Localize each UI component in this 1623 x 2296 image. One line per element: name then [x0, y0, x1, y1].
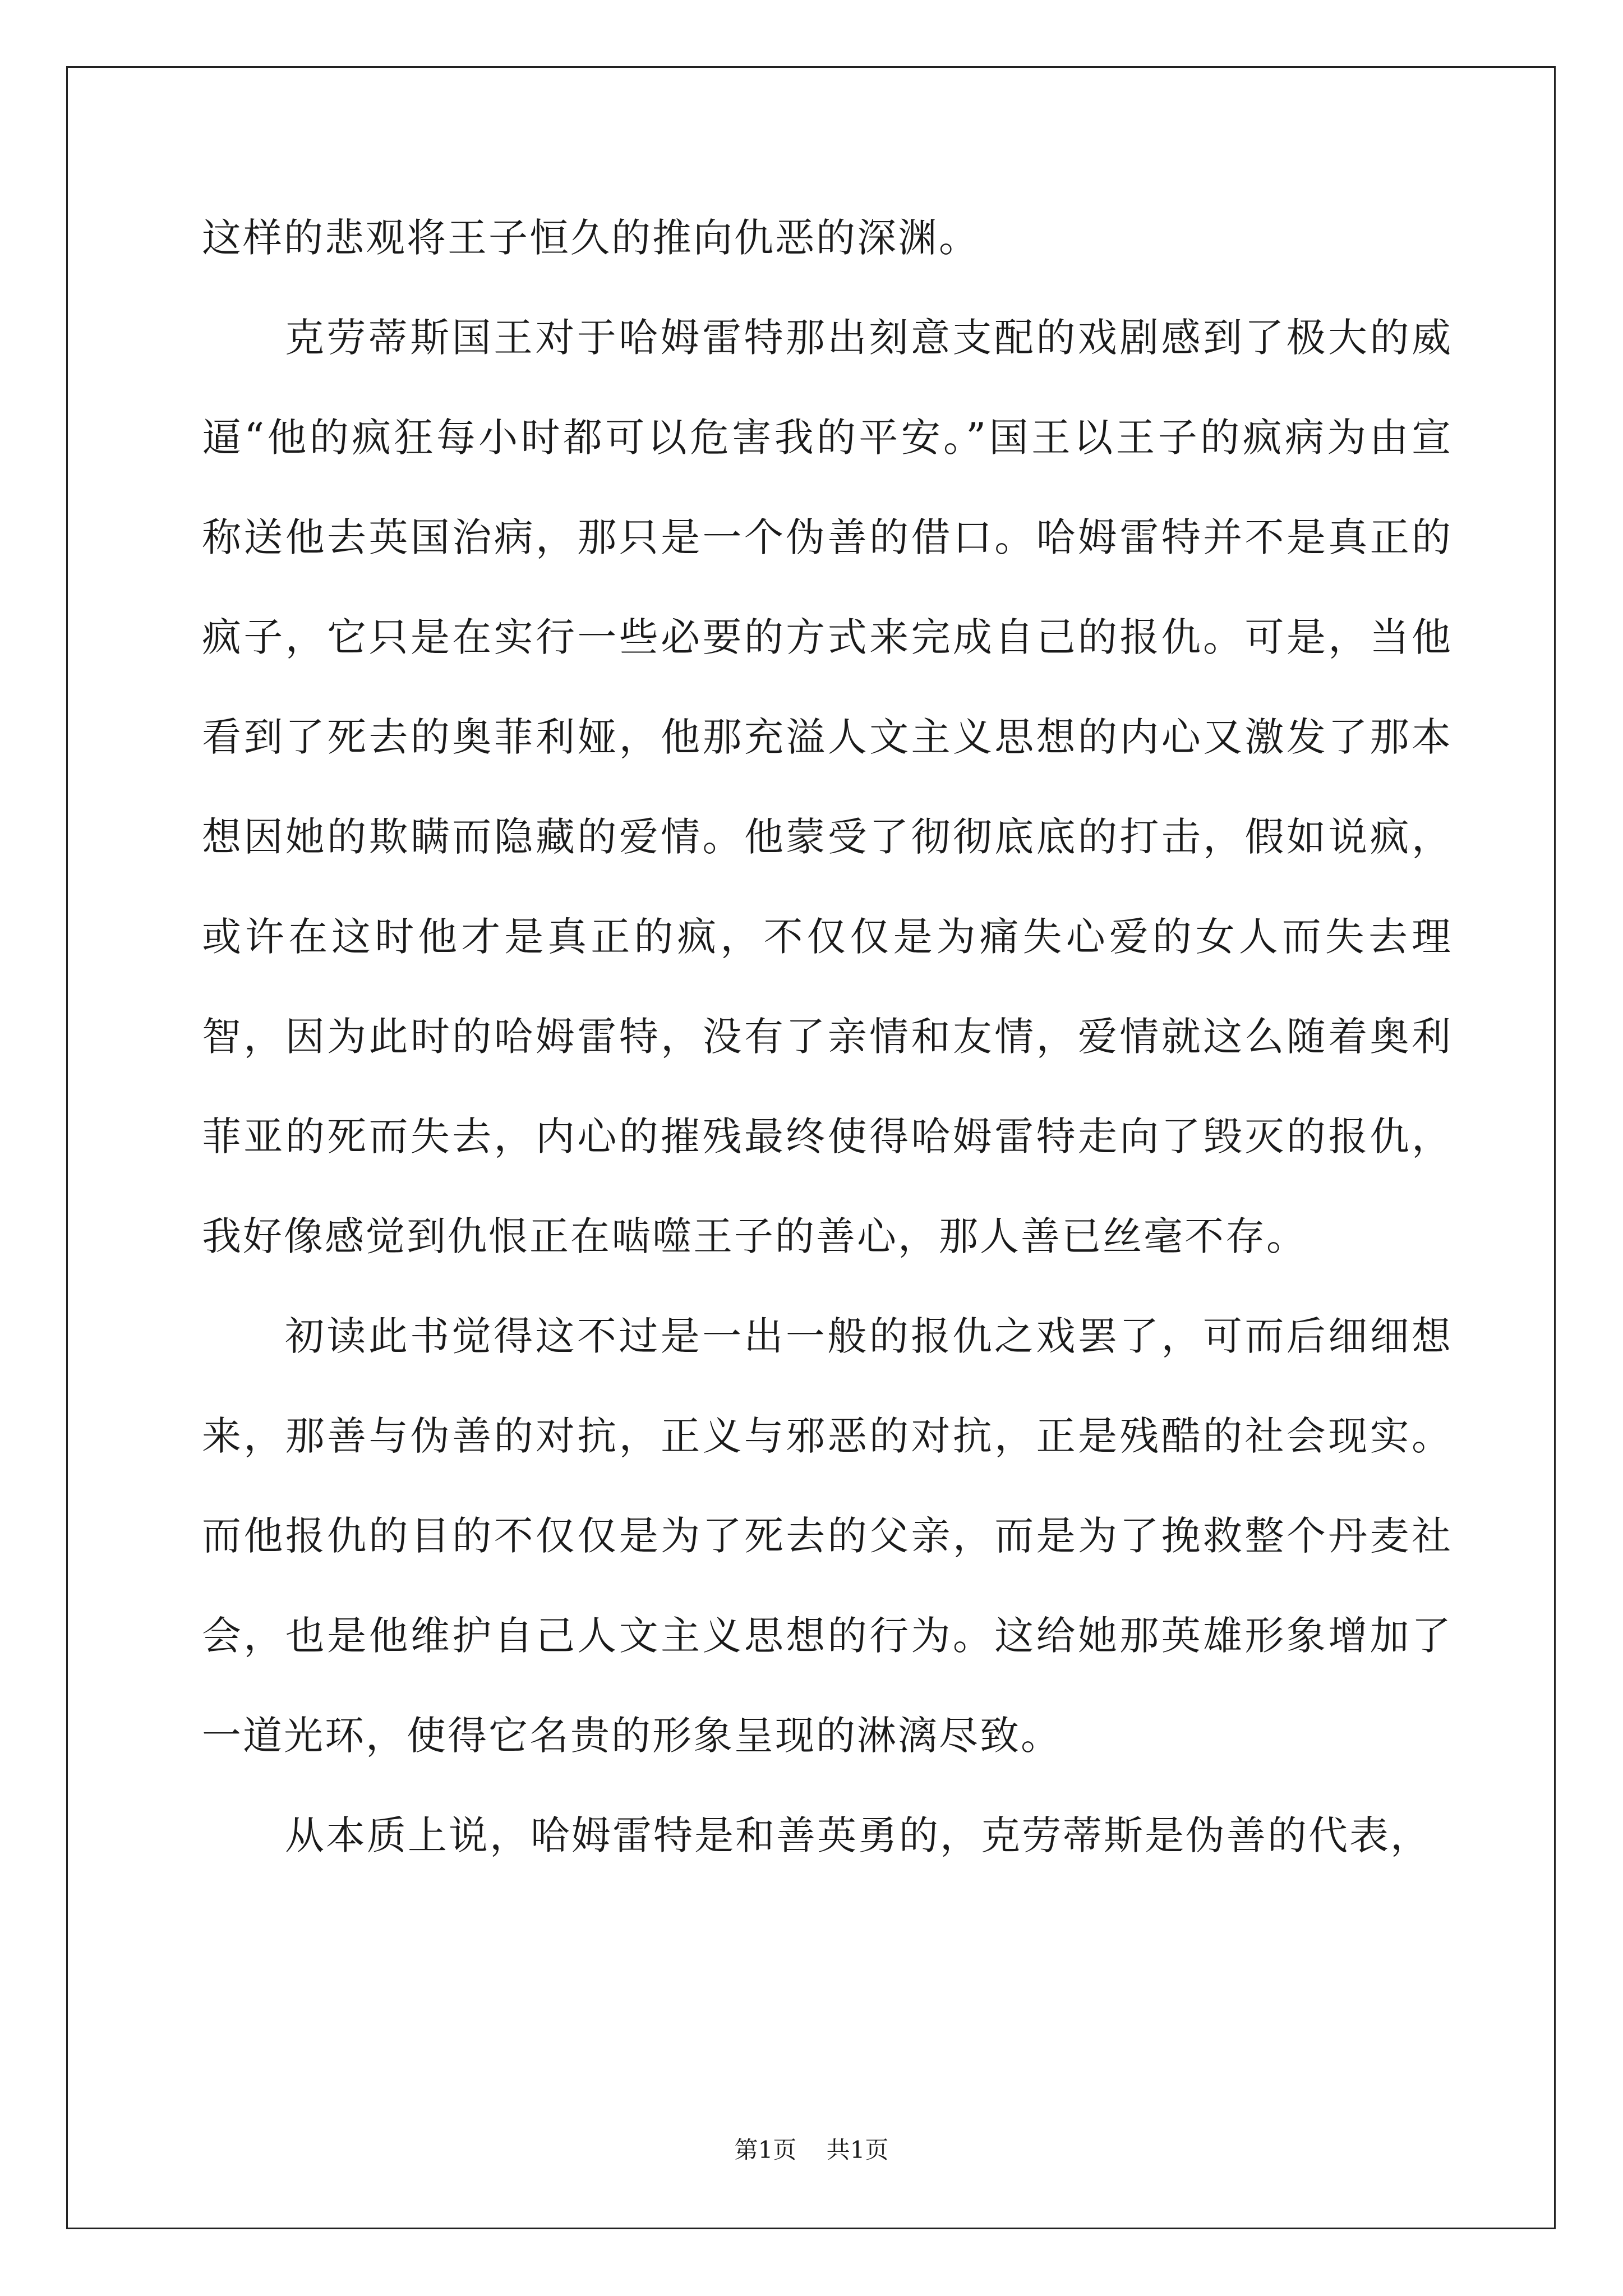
paragraph-2: 克劳蒂斯国王对于哈姆雷特那出刻意支配的戏剧感到了极大的威逼“他的疯狂每小时都可以危害我的平安。”国王以王子的疯病为由宣称送他去英国治病，那只是一个伪善的借口。哈姆雷特并不是真正的疯子，它只是在实行一些必要的方式来完成自己的报仇。可是，当他看到了死去的奥菲利娅，他那充溢人文主义思想的内心又激发了那本想因她的欺瞒而隐藏的爱情。他蒙受了彻彻底底的打击，假如说疯，或许在这时他才是真正的疯，不仅仅是为痛失心爱的女人而失去理智，因为此时的哈姆雷特，没有了亲情和友情，爱情就这么随着奥利菲亚的死而失去，内心的摧残最终使得哈姆雷特走向了毁灭的报仇，我好像感觉到仇恨正在啮噬王子的善心，那人善已丝毫不存。 — [202, 315, 1453, 1259]
paragraph-3: 初读此书觉得这不过是一出一般的报仇之戏罢了，可而后细细想来，那善与伪善的对抗，正义与邪恶的对抗，正是残酷的社会现实。而他报仇的目的不仅仅是为了死去的父亲，而是为了挽救整个丹麦社会，也是他维护自己人文主义思想的行为。这给她那英雄形象增加了一道光环，使得它名贵的形象呈现的淋漓尽致。 — [202, 1313, 1453, 1759]
document-body — [202, 188, 1453, 1885]
paragraph-1: 这样的悲观将王子恒久的推向仇恶的深渊。 — [202, 215, 980, 261]
page-footer — [0, 2132, 1623, 2165]
page-total: 共1页 — [826, 2136, 889, 2164]
paragraph-4: 从本质上说，哈姆雷特是和善英勇的，克劳蒂斯是伪善的代表， — [285, 1812, 1431, 1858]
page-number: 第1页 — [734, 2136, 797, 2164]
